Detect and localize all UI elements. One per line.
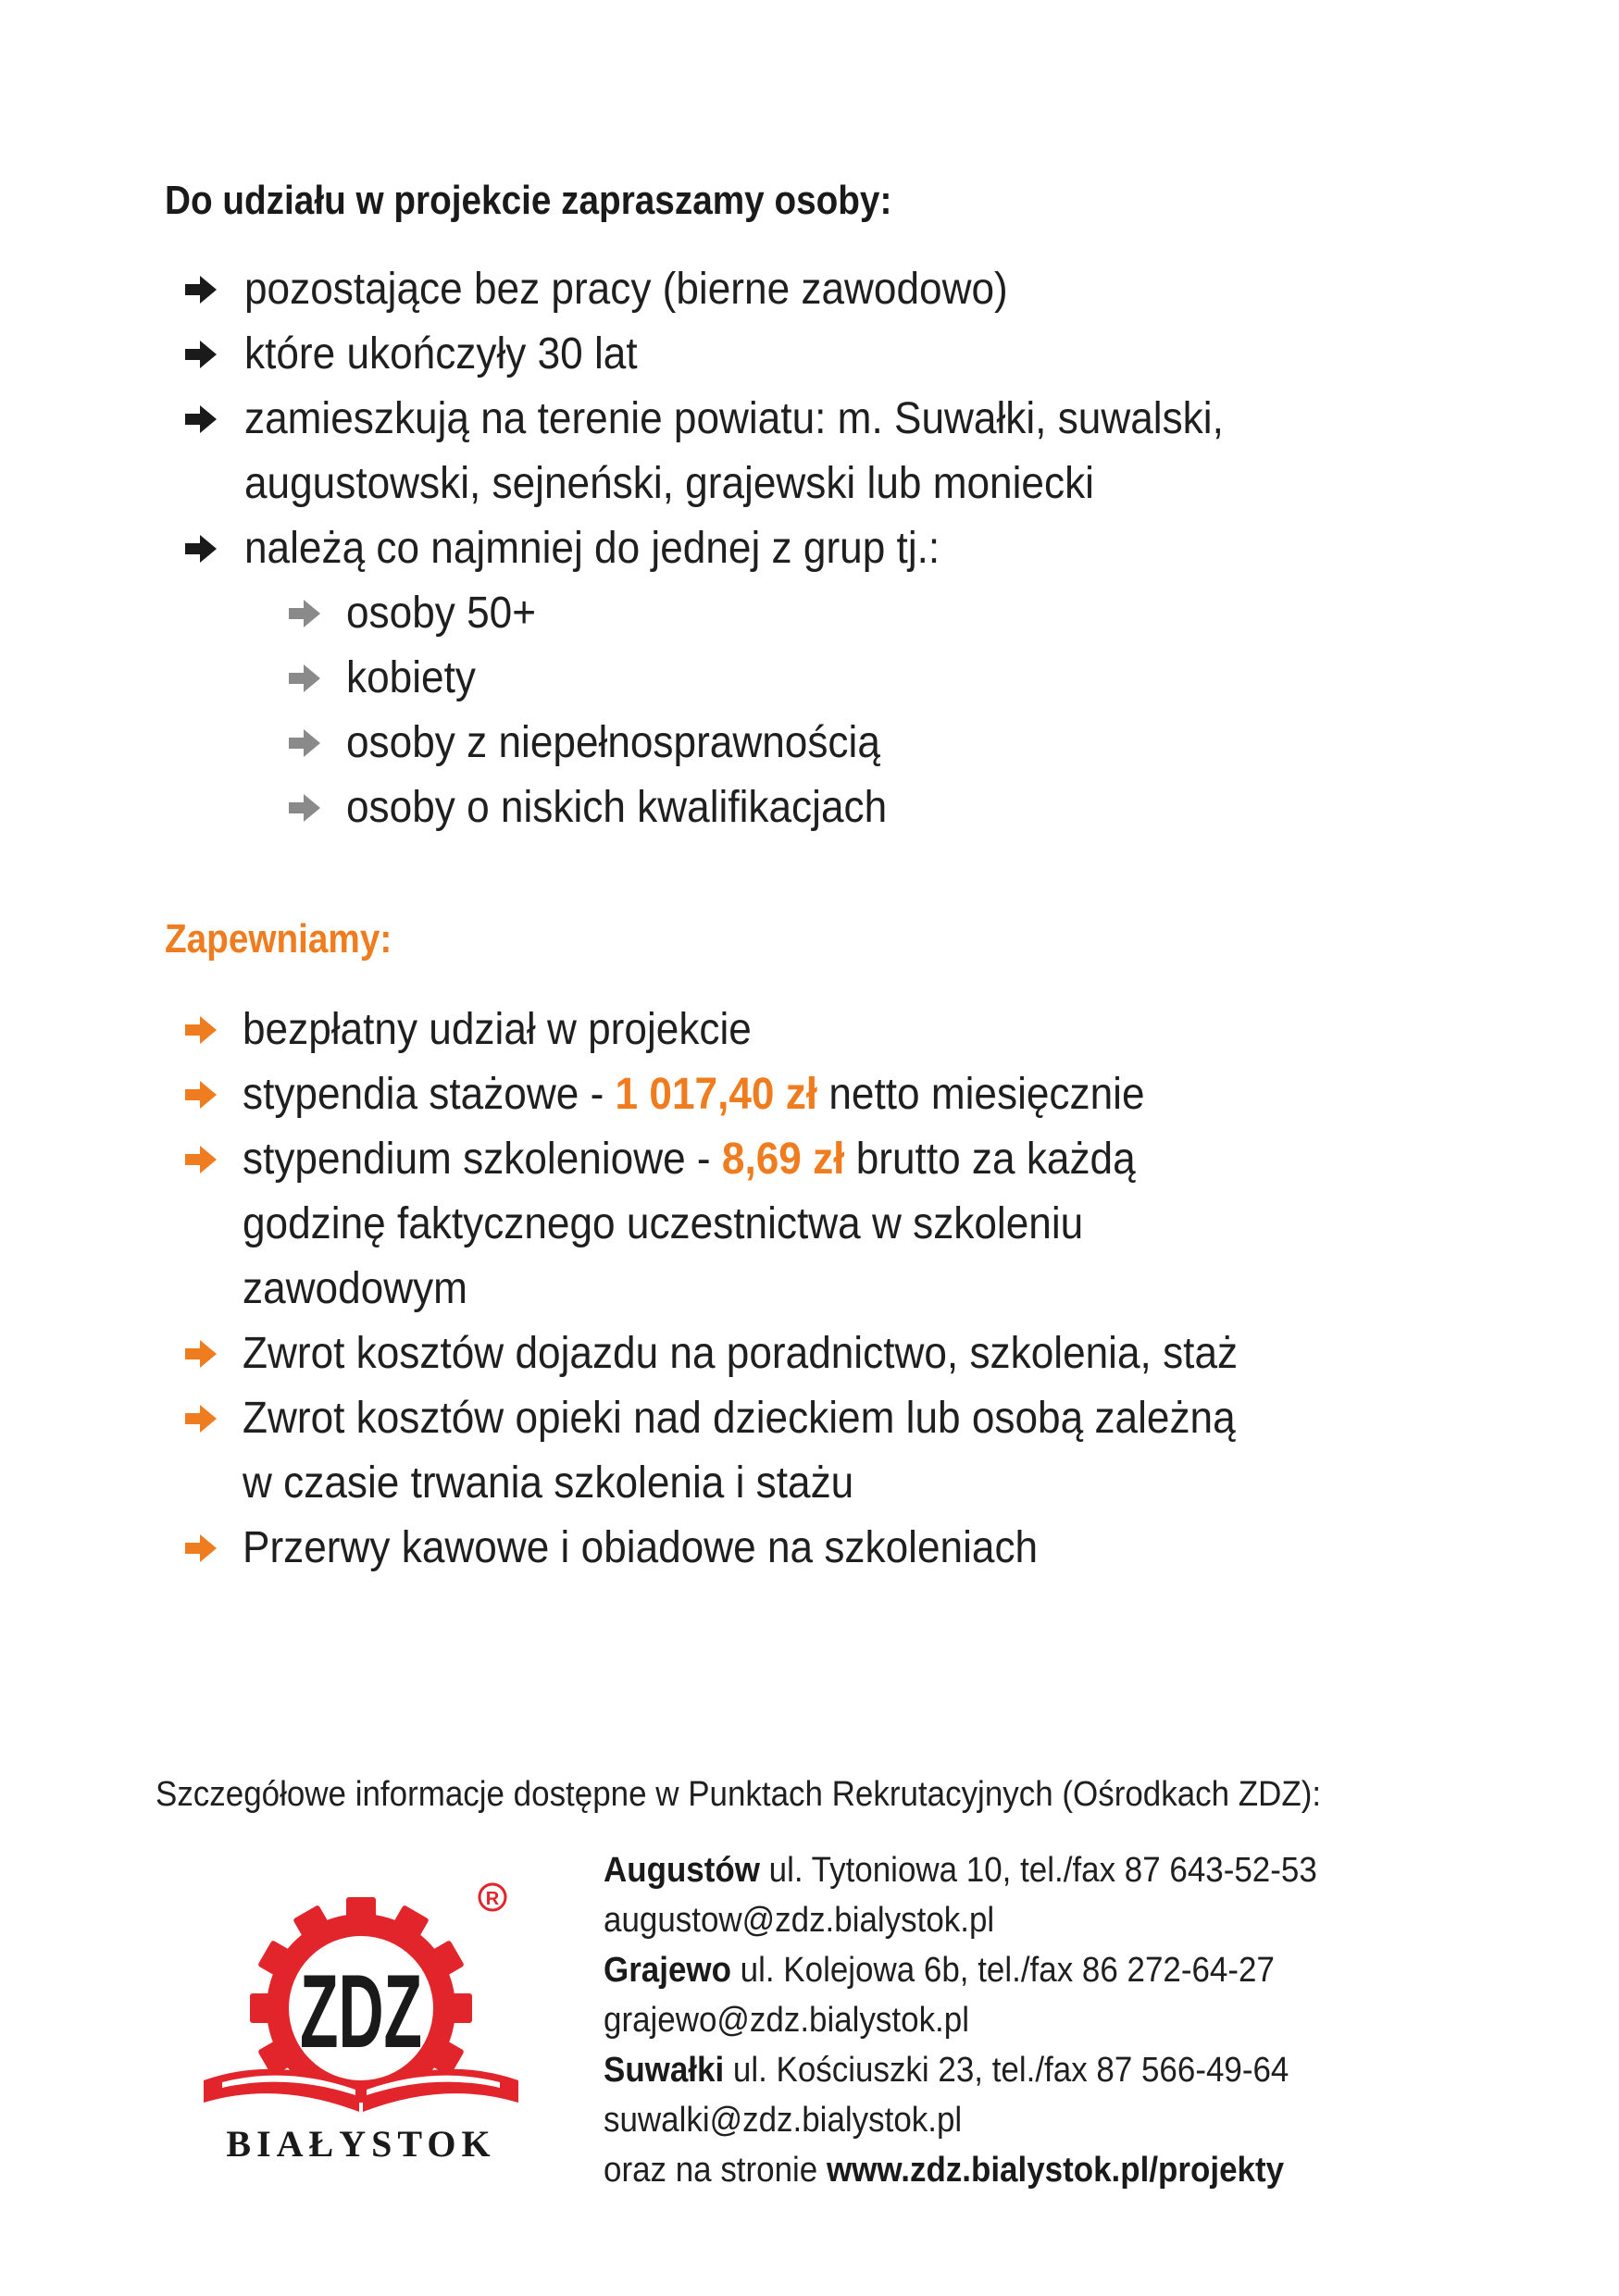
website-link[interactable]: www.zdz.bialystok.pl/projekty xyxy=(826,2151,1285,2190)
sub-list-item: osoby o niskich kwalifikacjach xyxy=(346,783,888,832)
contact-augustow: Augustów ul. Tytoniowa 10, tel./fax 87 643-52-53 xyxy=(604,1851,1317,1890)
section-heading-invitation: Do udziału w projekcie zapraszamy osoby: xyxy=(165,178,892,223)
list-item: które ukończyły 30 lat xyxy=(244,329,638,379)
list-item: stypendium szkoleniowe - 8,69 zł brutto za każdą xyxy=(243,1135,1136,1184)
arrow-right-icon xyxy=(185,405,217,433)
zdz-bialystok-logo xyxy=(185,1869,537,2175)
list-item-continuation: zawodowym xyxy=(243,1264,467,1313)
internship-stipend-amount: 1 017,40 zł xyxy=(615,1070,818,1119)
arrow-right-icon xyxy=(289,794,320,822)
list-item: Zwrot kosztów dojazdu na poradnictwo, szkolenia, staż xyxy=(243,1329,1239,1378)
email-grajewo[interactable]: grajewo@zdz.bialystok.pl xyxy=(604,2001,969,2040)
arrow-right-icon xyxy=(185,1146,217,1173)
svg-text:BIAŁYSTOK: BIAŁYSTOK xyxy=(226,2123,496,2165)
email-suwalki[interactable]: suwalki@zdz.bialystok.pl xyxy=(604,2101,963,2140)
arrow-right-icon xyxy=(185,1016,217,1044)
contact-grajewo: Grajewo ul. Kolejowa 6b, tel./fax 86 272-64-27 xyxy=(604,1951,1275,1990)
sub-list-item: kobiety xyxy=(346,653,476,702)
arrow-right-icon xyxy=(185,1405,217,1433)
list-item-continuation: godzinę faktycznego uczestnictwa w szkoleniu xyxy=(243,1199,1084,1248)
svg-text:ZDZ: ZDZ xyxy=(300,1954,422,2069)
sub-list-item: osoby 50+ xyxy=(346,589,537,638)
list-item: zamieszkują na terenie powiatu: m. Suwałki, suwalski, xyxy=(244,394,1224,443)
list-item: bezpłatny udział w projekcie xyxy=(243,1005,752,1054)
contact-suwalki: Suwałki ul. Kościuszki 23, tel./fax 87 566-49-64 xyxy=(604,2051,1289,2090)
arrow-right-icon xyxy=(185,276,217,304)
list-item: pozostające bez pracy (bierne zawodowo) xyxy=(244,265,1008,314)
list-item: stypendia stażowe - 1 017,40 zł netto miesięcznie xyxy=(243,1070,1145,1119)
section-heading-benefits: Zapewniamy: xyxy=(165,916,392,962)
list-item: Zwrot kosztów opieki nad dzieckiem lub osobą zależną xyxy=(243,1394,1236,1443)
list-item-continuation: w czasie trwania szkolenia i stażu xyxy=(243,1458,854,1508)
sub-list-item: osoby z niepełnosprawnością xyxy=(346,718,880,767)
arrow-right-icon xyxy=(185,1081,217,1109)
arrow-right-icon xyxy=(185,535,217,563)
arrow-right-icon xyxy=(289,664,320,692)
training-stipend-amount: 8,69 zł xyxy=(721,1135,845,1184)
website-line: oraz na stronie www.zdz.bialystok.pl/projekty xyxy=(604,2151,1285,2190)
arrow-right-icon xyxy=(185,1534,217,1562)
arrow-right-icon xyxy=(289,600,320,627)
email-augustow[interactable]: augustow@zdz.bialystok.pl xyxy=(604,1901,995,1940)
arrow-right-icon xyxy=(185,341,217,368)
list-item-continuation: augustowski, sejneński, grajewski lub moniecki xyxy=(244,459,1094,508)
svg-text:R: R xyxy=(485,1889,500,1909)
arrow-right-icon xyxy=(185,1340,217,1368)
footer-note: Szczegółowe informacje dostępne w Punktach Rekrutacyjnych (Ośrodkach ZDZ): xyxy=(156,1775,1322,1814)
arrow-right-icon xyxy=(289,729,320,757)
list-item: Przerwy kawowe i obiadowe na szkoleniach xyxy=(243,1523,1039,1572)
list-item: należą co najmniej do jednej z grup tj.: xyxy=(244,524,940,573)
